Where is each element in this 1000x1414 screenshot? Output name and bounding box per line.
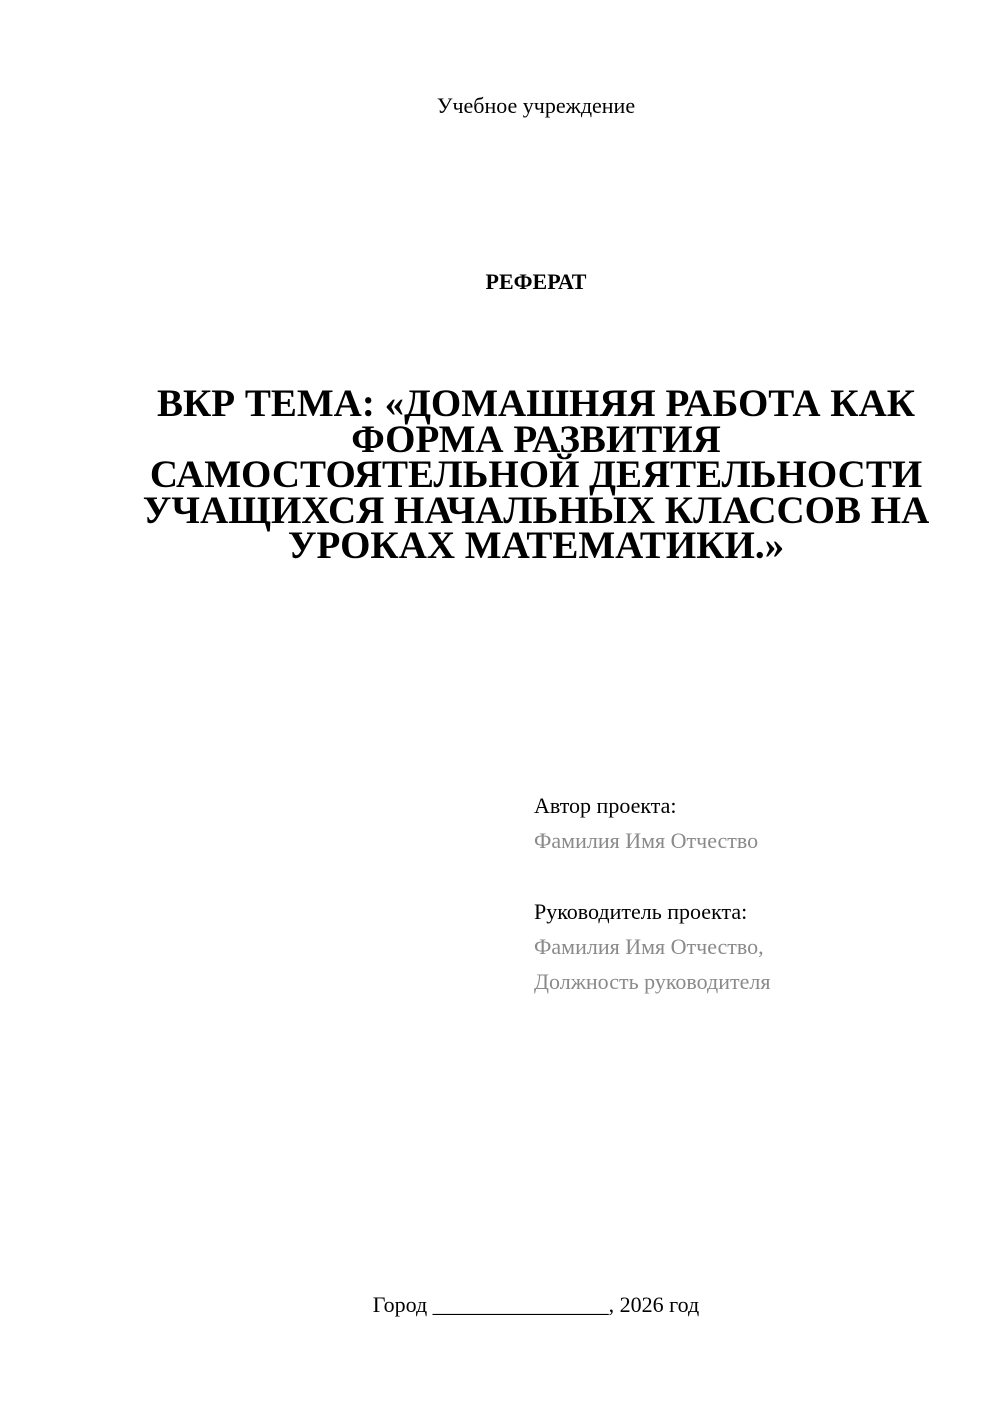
title-line: УЧАЩИХСЯ НАЧАЛЬНЫХ КЛАССОВ НА xyxy=(142,488,930,532)
author-label: Автор проекта: xyxy=(534,793,677,818)
title-line: УРОКАХ МАТЕМАТИКИ.» xyxy=(287,524,785,567)
spacer xyxy=(534,858,974,894)
title-line: ВКР ТЕМА: «ДОМАШНЯЯ РАБОТА КАК xyxy=(156,382,916,425)
document-title xyxy=(140,382,932,567)
authors-block xyxy=(534,788,974,999)
supervisor-name: Фамилия Имя Отчество, xyxy=(534,934,764,959)
supervisor-label: Руководитель проекта: xyxy=(534,899,748,924)
institution-name: Учебное учреждение xyxy=(436,93,636,118)
title-line: ФОРМА РАЗВИТИЯ xyxy=(351,417,721,461)
document-type: РЕФЕРАТ xyxy=(485,269,587,294)
city-year-line: Город ________________, 2026 год xyxy=(372,1292,700,1317)
author-name: Фамилия Имя Отчество xyxy=(534,828,759,853)
supervisor-position: Должность руководителя xyxy=(534,969,771,994)
title-line: САМОСТОЯТЕЛЬНОЙ ДЕЯТЕЛЬНОСТИ xyxy=(149,453,923,496)
